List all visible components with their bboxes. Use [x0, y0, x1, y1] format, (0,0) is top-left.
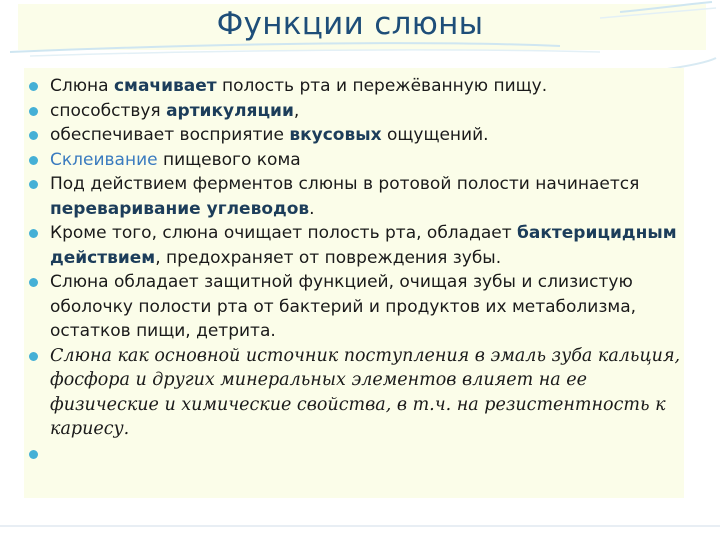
bullet-item	[24, 172, 684, 221]
bullet-dot-icon	[29, 156, 38, 165]
text-run: Слюна обладает защитной функцией, очищая зубы и слизистую оболочку полости рта от бактерий и продуктов их метаболизма, остатков пищи, детрита.	[50, 272, 637, 341]
text-run: пищевого кома	[157, 149, 301, 170]
bullet-item	[24, 99, 684, 124]
highlighted-term: Склеивание	[50, 149, 158, 170]
bullet-item	[24, 148, 684, 173]
bullet-item	[24, 270, 684, 344]
text-run: обеспечивает восприятие	[50, 125, 290, 145]
highlighted-term: бактерицидным действием	[50, 223, 677, 268]
text-run: способствуя	[50, 100, 167, 121]
bullet-dot-icon	[29, 180, 38, 189]
text-run: Кроме того, слюна очищает полость рта, обладает	[50, 223, 518, 243]
bullet-dot-icon	[29, 352, 38, 361]
highlighted-term: переваривание углеводов	[50, 198, 310, 219]
bullet-text	[50, 174, 639, 219]
text-run: Слюна как основной источник поступления в эмаль зуба кальция, фосфора и других минеральных элементов влияет на ее физические и химические свойства, в т.ч. на резистентность к кариесу.	[50, 345, 681, 439]
bullet-dot-icon	[29, 229, 38, 238]
bullet-text	[50, 346, 680, 440]
content-panel	[24, 68, 684, 498]
bullet-dot-icon	[29, 82, 38, 91]
text-run: ,	[293, 100, 300, 121]
bullet-item	[24, 221, 684, 270]
text-run: Под действием ферментов слюны в ротовой полости начинается	[50, 174, 640, 194]
bullet-text	[50, 101, 299, 121]
bullet-text	[50, 125, 489, 145]
bullet-list	[24, 74, 684, 442]
bullet-text	[50, 150, 301, 170]
bullet-text	[50, 76, 547, 96]
text-run: .	[309, 198, 315, 219]
bullet-dot-icon	[29, 450, 38, 459]
text-run: , предохраняет от повреждения зубы.	[155, 247, 502, 268]
text-run: полость рта и пережёванную пищу.	[216, 76, 548, 96]
text-run: ощущений.	[381, 125, 489, 145]
highlighted-term: вкусовых	[289, 125, 382, 145]
highlighted-term: артикуляции	[166, 100, 294, 121]
text-run: Слюна	[50, 76, 114, 96]
bullet-text	[50, 272, 636, 341]
bullet-dot-icon	[29, 278, 38, 287]
highlighted-term: смачивает	[113, 76, 217, 96]
bullet-item	[24, 123, 684, 148]
bullet-dot-icon	[29, 107, 38, 116]
bullet-dot-icon	[29, 131, 38, 140]
bottom-rule	[0, 525, 720, 527]
bullet-item	[24, 344, 684, 442]
bullet-text	[50, 223, 677, 268]
slide-title: Функции слюны	[216, 6, 484, 42]
bullet-item	[24, 74, 684, 99]
